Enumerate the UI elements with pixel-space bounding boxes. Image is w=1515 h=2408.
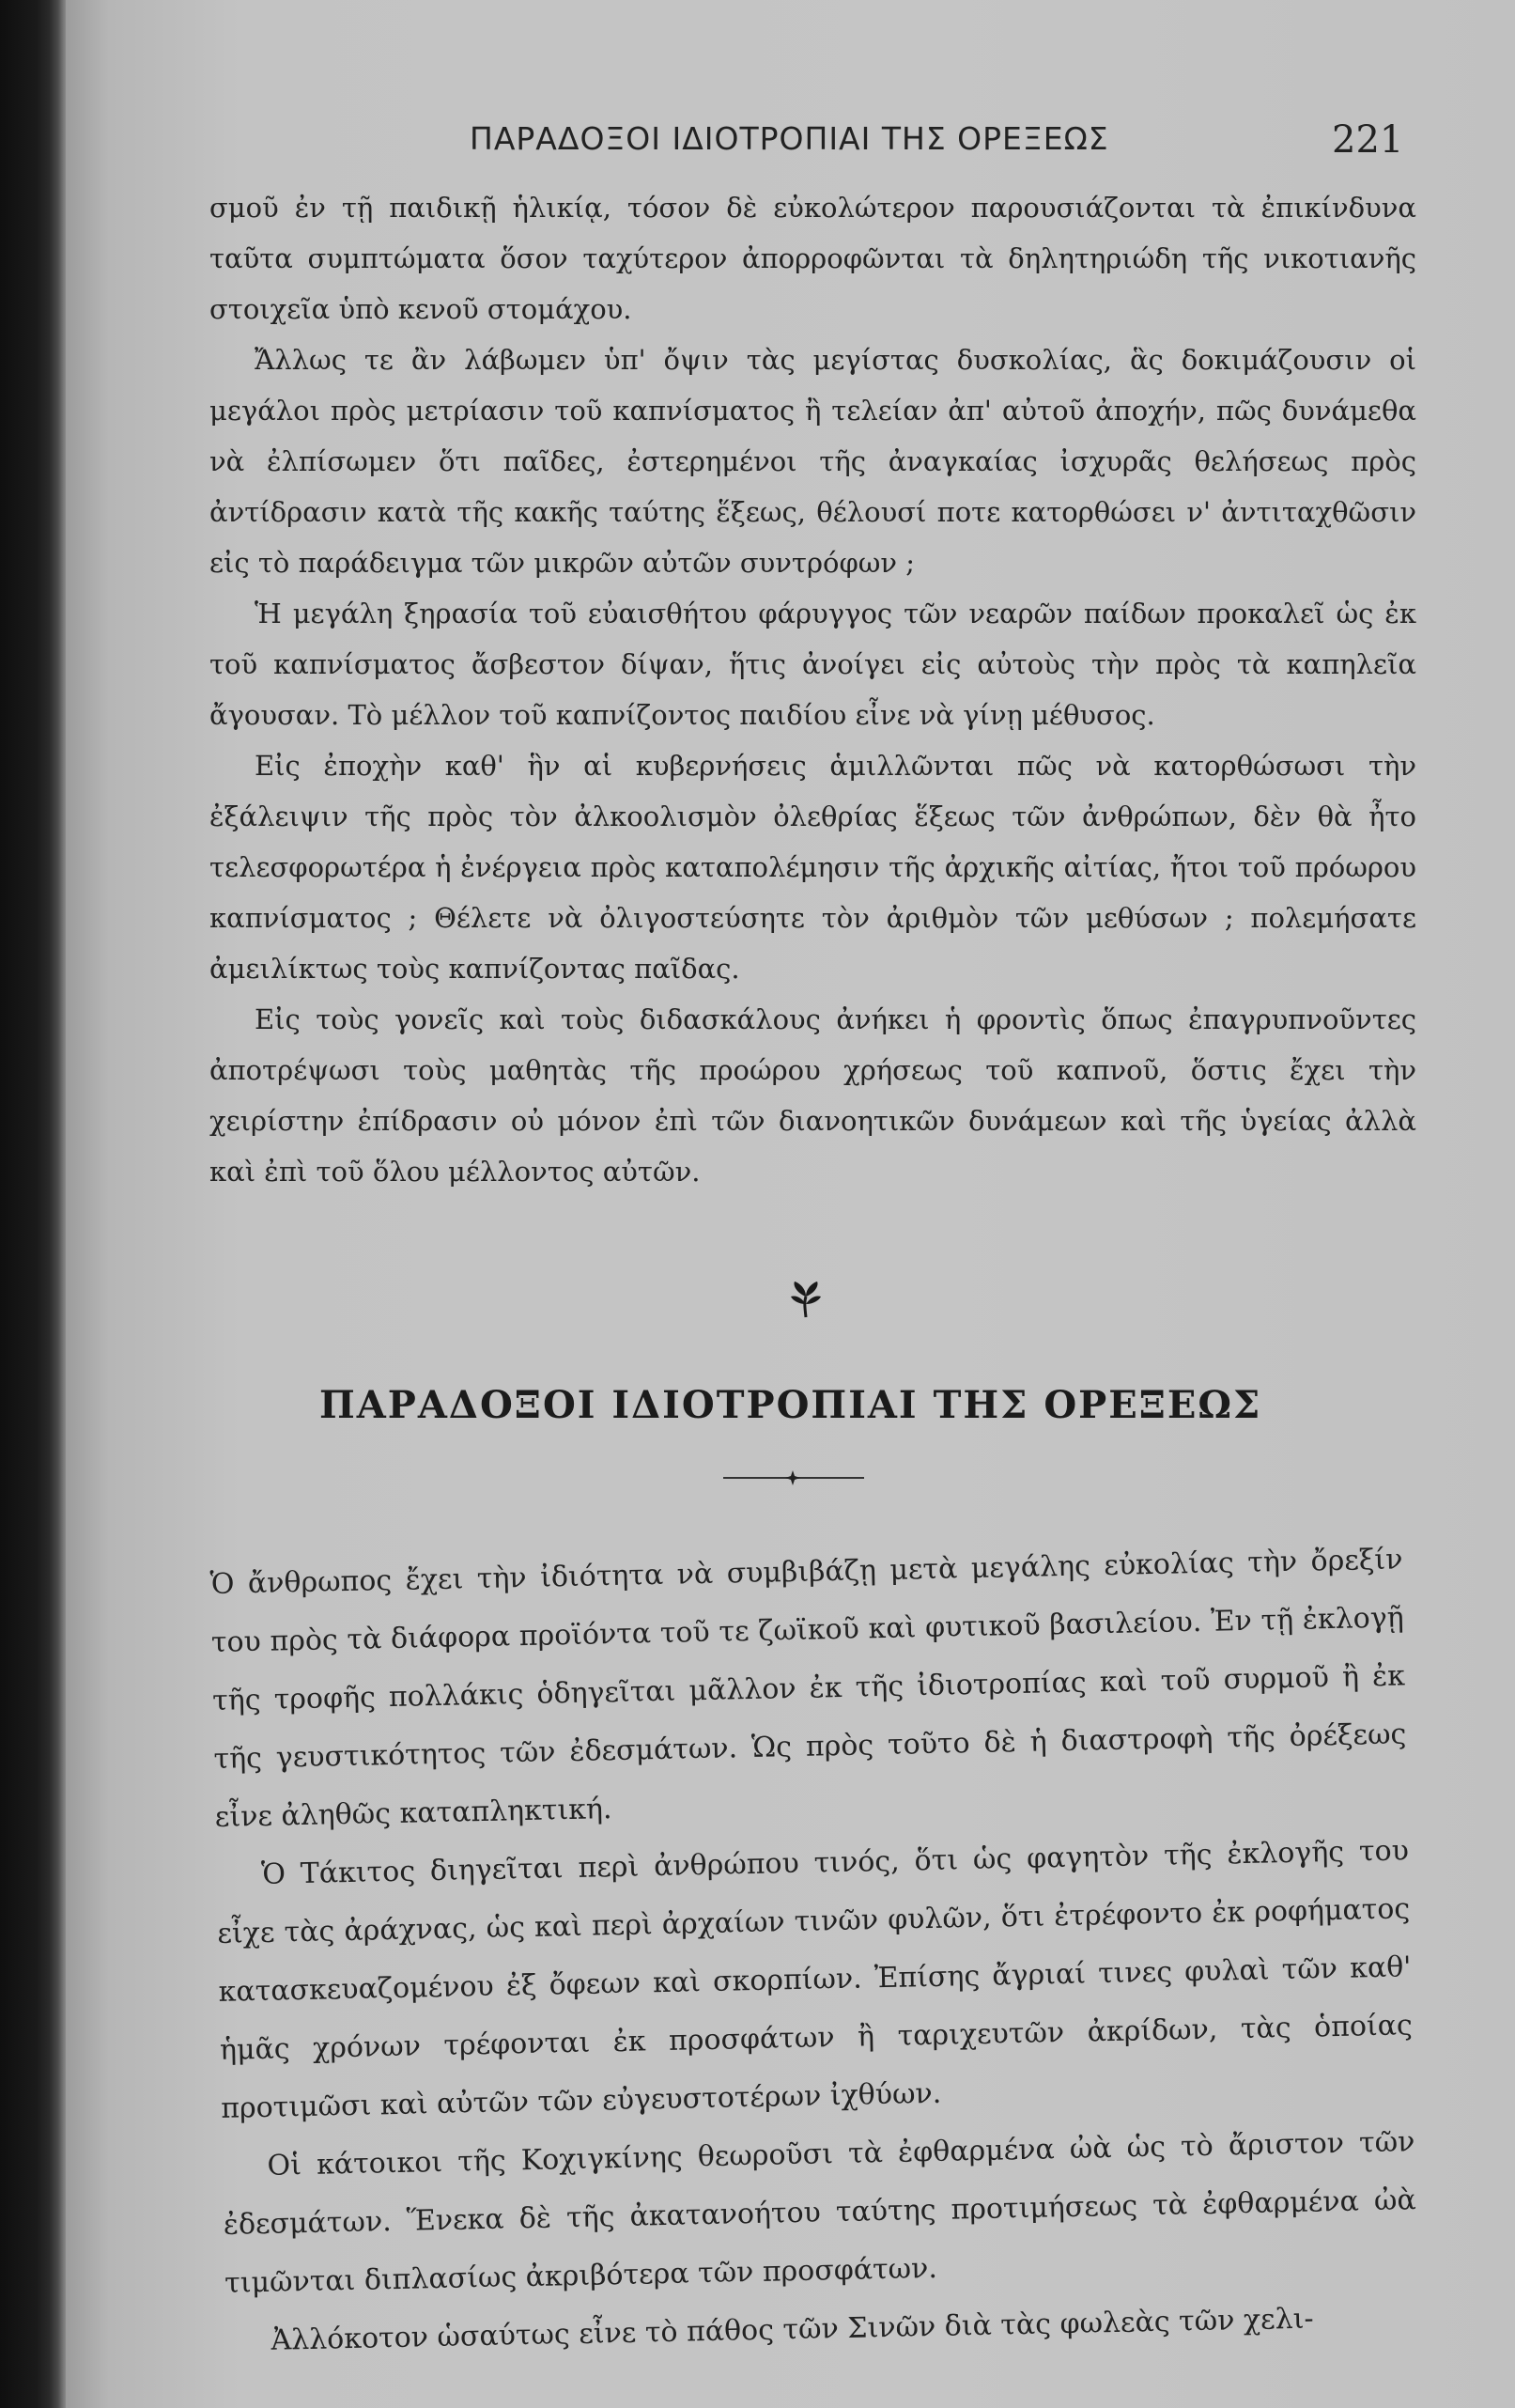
section2-body	[209, 1530, 1419, 2370]
paragraph: Ἀλλόκοτον ὡσαύτως εἶνε τὸ πάθος τῶν Σινῶν διὰ τὰς φωλεὰς τῶν χελι-	[271, 2302, 1314, 2357]
paragraph: σμοῦ ἐν τῇ παιδικῇ ἡλικίᾳ, τόσον δὲ εὐκολώτερον παρουσιάζονται τὰ ἐπικίνδυνα ταῦτα συμπτώματα ὅσον ταχύτερον ἀπορροφῶνται τὰ δηλητηριώδη τῆς νικοτιανῆς στοιχεῖα ὑπὸ κενοῦ στομάχου.	[209, 192, 1416, 325]
paragraph: Οἱ κάτοικοι τῆς Κοχιγκίνης θεωροῦσι τὰ ἐφθαρμένα ὠὰ ὡς τὸ ἄριστον τῶν ἐδεσμάτων. Ἕνεκα δὲ τῆς ἀκατανοήτου ταύτης προτιμήσεως τὰ ἐφθαρμένα ὠὰ τιμῶνται διπλασίως ἀκριβότερα τῶν προσφάτων.	[223, 2125, 1417, 2300]
paragraph: Εἰς τοὺς γονεῖς καὶ τοὺς διδασκάλους ἀνήκει ἡ φροντὶς ὅπως ἐπαγρυπνοῦντες ἀποτρέψωσι τοὺς μαθητὰς τῆς προώρου χρήσεως τοῦ καπνοῦ, ὅστις ἔχει τὴν χειρίστην ἐπίδρασιν οὐ μόνον ἐπὶ τῶν διανοητικῶν δυνάμεων καὶ τῆς ὑγείας ἀλλὰ καὶ ἐπὶ τοῦ ὅλου μέλλοντος αὐτῶν.	[209, 1003, 1416, 1188]
divider-star-icon	[785, 1470, 800, 1485]
paragraph: Ἡ μεγάλη ξηρασία τοῦ εὐαισθήτου φάρυγγος τῶν νεαρῶν παίδων προκαλεῖ ὡς ἐκ τοῦ καπνίσματος ἄσβεστον δίψαν, ἥτις ἀνοίγει εἰς αὐτοὺς τὴν πρὸς τὰ καπηλεῖα ἄγουσαν. Τὸ μέλλον τοῦ καπνίζοντος παιδίου εἶνε νὰ γίνῃ μέθυσος.	[209, 598, 1416, 731]
book-binding	[0, 0, 66, 2408]
section1-body	[209, 182, 1416, 1197]
paragraph: Εἰς ἐποχὴν καθ' ἣν αἱ κυβερνήσεις ἁμιλλῶνται πῶς νὰ κατορθώσωσι τὴν ἐξάλειψιν τῆς πρὸς τὸν ἀλκοολισμὸν ὀλεθρίας ἕξεως τῶν ἀνθρώπων, δὲν θὰ ἦτο τελεσφορωτέρα ἡ ἐνέργεια πρὸς καταπολέμησιν τῆς ἀρχικῆς αἰτίας, ἤτοι τοῦ πρόωρου καπνίσματος ; Θέλετε νὰ ὀλιγοστεύσητε τὸν ἀριθμὸν τῶν μεθύσων ; πολεμήσατε ἀμειλίκτως τοὺς καπνίζοντας παῖδας.	[209, 750, 1416, 985]
paragraph: Ὁ ἄνθρωπος ἔχει τὴν ἰδιότητα νὰ συμβιβάζῃ μετὰ μεγάλης εὐκολίας τὴν ὄρεξίν του πρὸς τὰ διάφορα προϊόντα τοῦ τε ζωϊκοῦ καὶ φυτικοῦ βασιλείου. Ἐν τῇ ἐκλογῇ τῆς τροφῆς πολλάκις ὁδηγεῖται μᾶλλον ἐκ τῆς ἰδιοτροπίας καὶ τοῦ συρμοῦ ἢ ἐκ τῆς γευστικότητος τῶν ἐδεσμάτων. Ὡς πρὸς τοῦτο δὲ ἡ διαστροφὴ τῆς ὀρέξεως εἶνε ἀληθῶς καταπληκτική.	[209, 1543, 1407, 1834]
paragraph: Ἄλλως τε ἂν λάβωμεν ὑπ' ὄψιν τὰς μεγίστας δυσκολίας, ἃς δοκιμάζουσιν οἱ μεγάλοι πρὸς μετρίασιν τοῦ καπνίσματος ἢ τελείαν ἀπ' αὐτοῦ ἀποχήν, πῶς δυνάμεθα νὰ ἐλπίσωμεν ὅτι παῖδες, ἐστερημένοι τῆς ἀναγκαίας ἰσχυρᾶς θελήσεως πρὸς ἀντίδρασιν κατὰ τῆς κακῆς ταύτης ἕξεως, θέλουσί ποτε κατορθώσει ν' ἀντιταχθῶσιν εἰς τὸ παράδειγμα τῶν μικρῶν αὐτῶν συντρόφων ;	[209, 344, 1416, 579]
section-title: ΠΑΡΑΔΟΞΟΙ ΙΔΙΟΤΡΟΠΙΑΙ ΤΗΣ ΟΡΕΞΕΩΣ	[319, 1383, 1262, 1427]
leaf-fleuron-icon	[789, 1280, 823, 1319]
page-number: 221	[1332, 118, 1404, 162]
paragraph: Ὁ Τάκιτος διηγεῖται περὶ ἀνθρώπου τινός, ὅτι ὡς φαγητὸν τῆς ἐκλογῆς του εἶχε τὰς ἀράχνας, ὡς καὶ περὶ ἀρχαίων τινῶν φυλῶν, ὅτι ἐτρέφοντο ἐκ ροφήματος κατασκευαζομένου ἐξ ὄφεων καὶ σκορπίων. Ἐπίσης ἄγριαί τινες φυλαὶ τῶν καθ' ἡμᾶς χρόνων τρέφονται ἐκ προσφάτων ἢ ταριχευτῶν ἀκρίδων, τὰς ὁποίας προτιμῶσι καὶ αὐτῶν τῶν εὐγευστοτέρων ἰχθύων.	[217, 1834, 1414, 2125]
running-header-title: ΠΑΡΑΔΟΞΟΙ ΙΔΙΟΤΡΟΠΙΑΙ ΤΗΣ ΟΡΕΞΕΩΣ	[470, 120, 1109, 157]
